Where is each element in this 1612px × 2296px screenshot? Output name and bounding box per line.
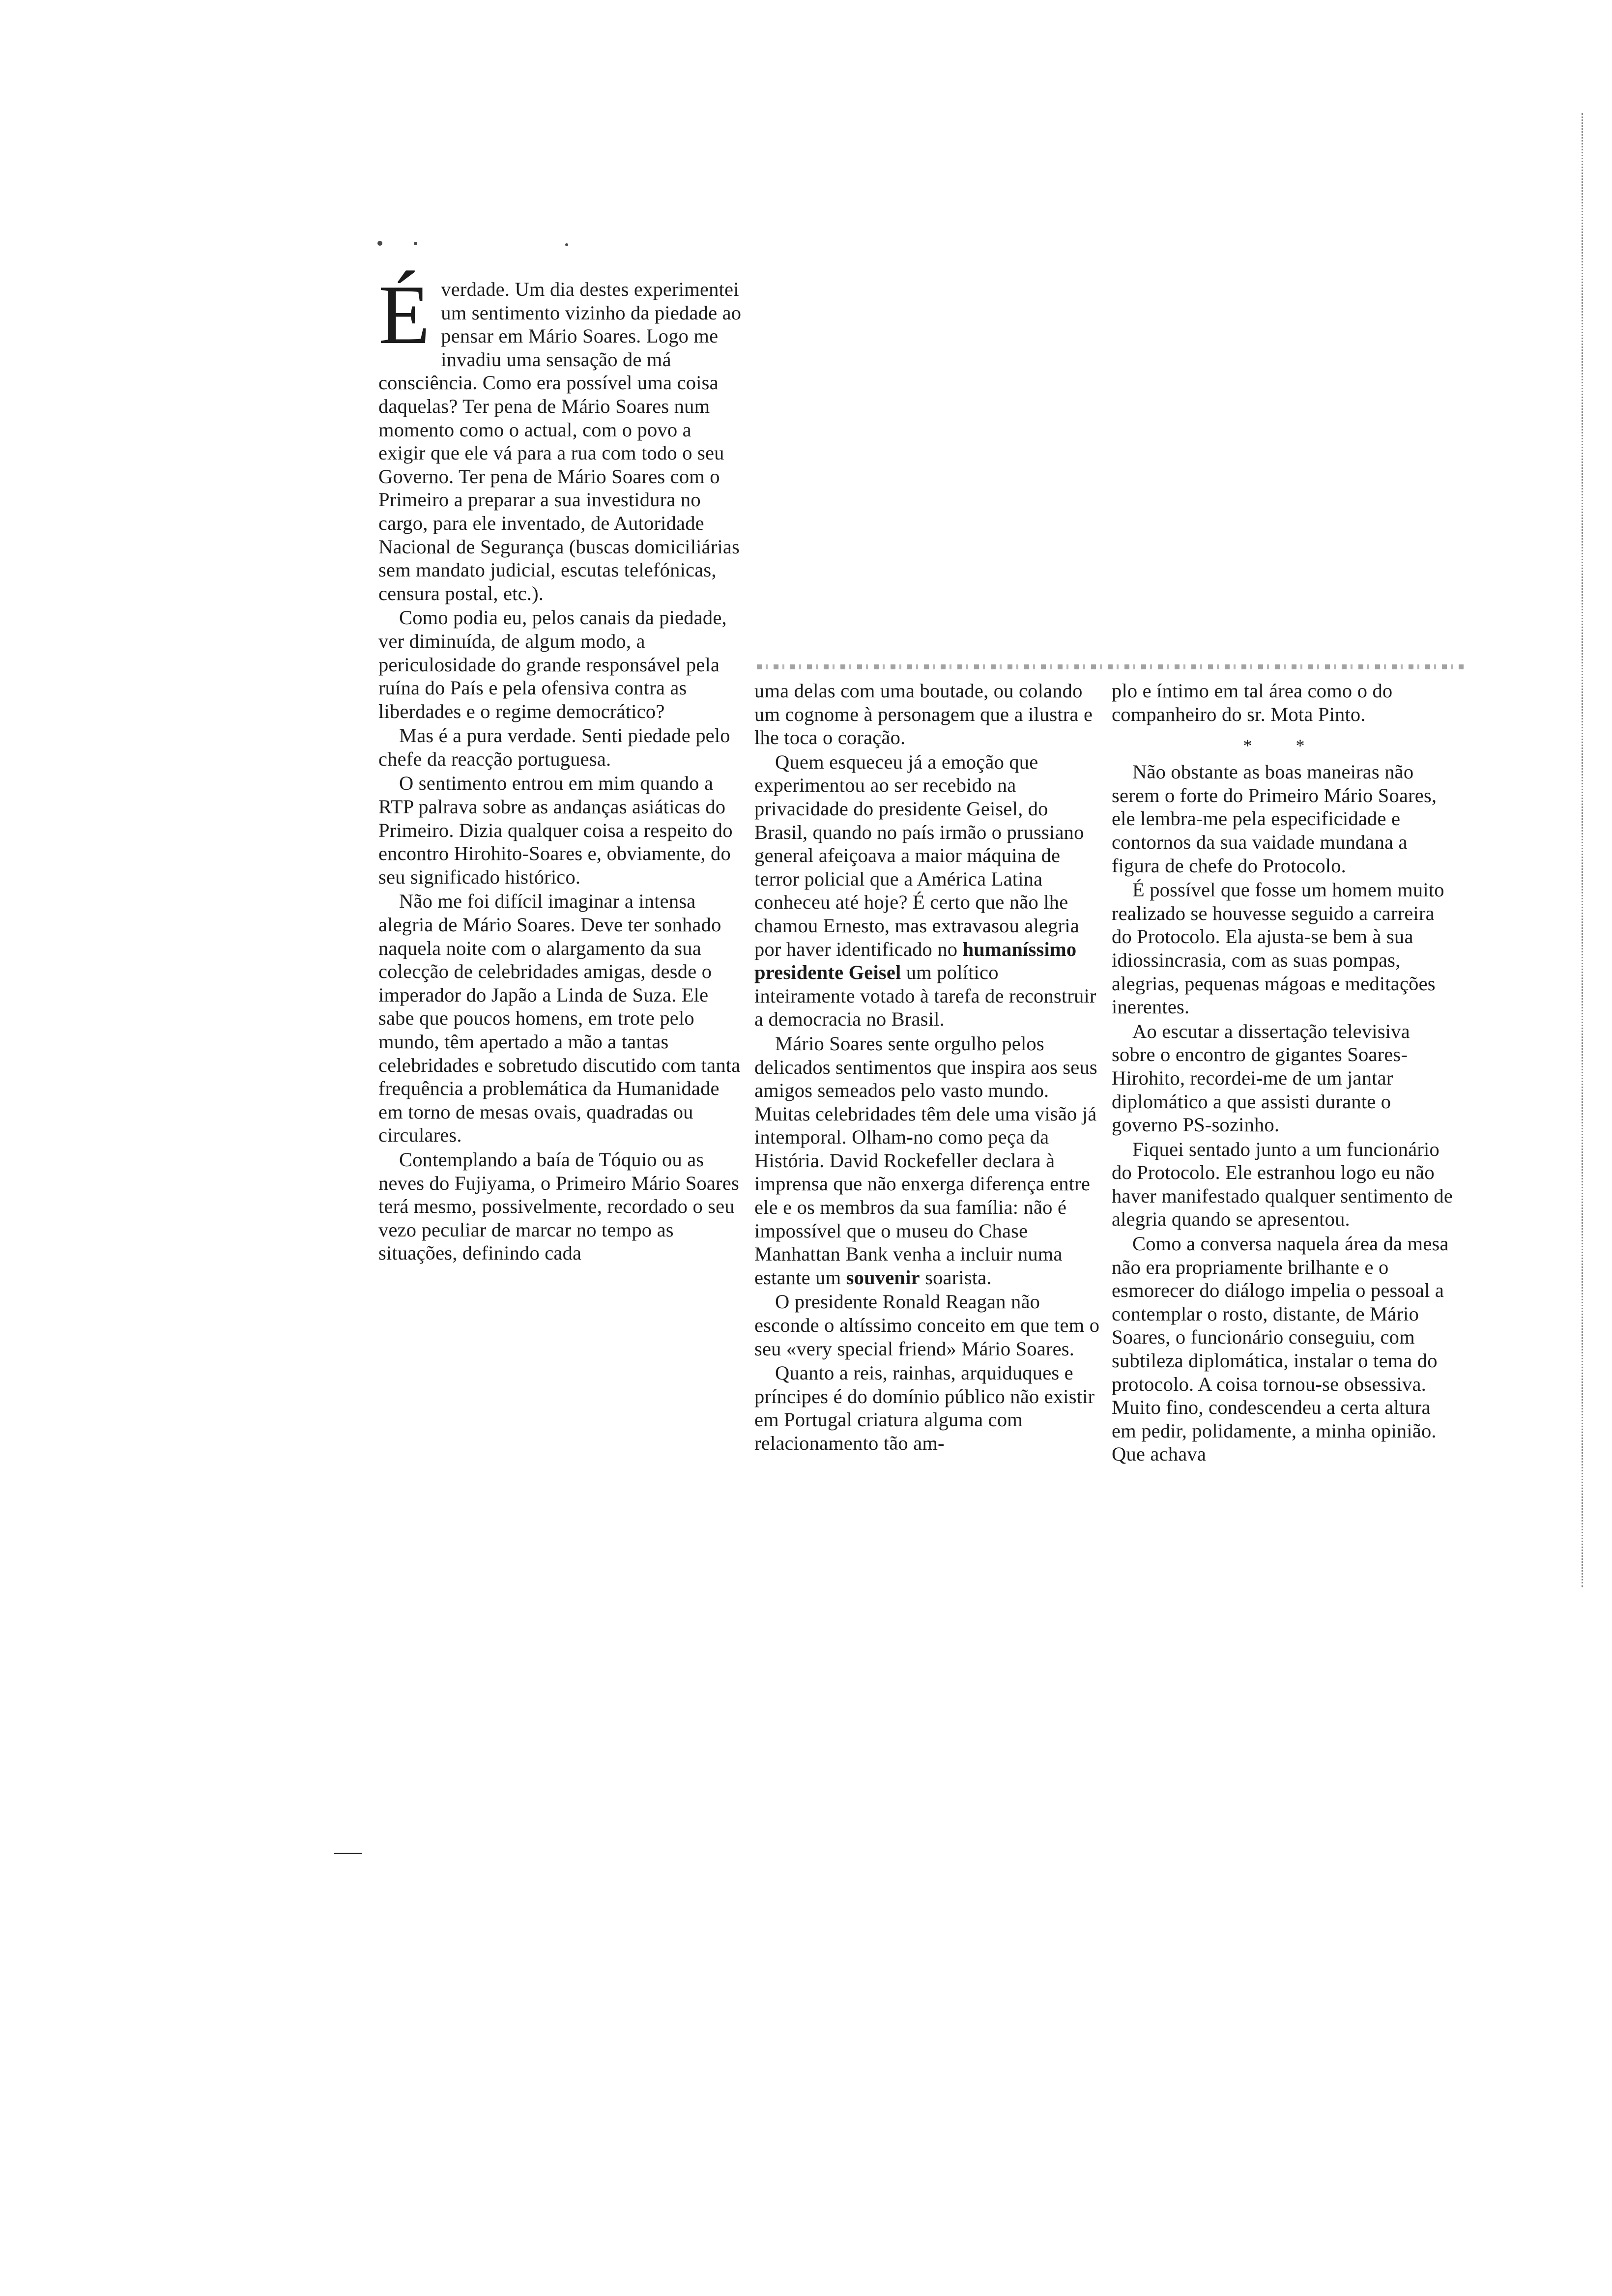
paragraph-text: um político inteiramente votado à tarefa de reconstruir a democracia no Brasil. [754,961,1096,1031]
scan-speck [377,241,382,246]
paragraph: Como podia eu, pelos canais da piedade, ver diminuída, de algum modo, a periculosidade do grande responsável pela ruína do País e pela ofensiva contra as liberdades e o regime democrático? [378,606,727,722]
bold-phrase: humaníssimo presidente Geisel [754,938,1077,984]
scan-edge-mark [1582,113,1583,1587]
article-column-2 [754,679,1101,1455]
paragraph-text: Mário Soares sente orgulho pelos delicados sentimentos que inspira aos seus amigos semeados pelo vasto mundo. Muitas celebridades têm dele uma visão já intemporal. Olham-no como peça da História. David Rockefeller declara à imprensa que não enxerga diferença entre ele e os membros da sua família: não é impossível que o museu do Chase Manhattan Bank venha a incluir numa estante um [754,1032,1097,1289]
scan-dash-mark [334,1853,362,1854]
paragraph: Como a conversa naquela área da mesa não era propriamente brilhante e o esmorecer do diálogo impelia o pessoal a contemplar o rosto, distante, de Mário Soares, o funcionário conseguiu, com subtileza diplomática, instalar o tema do protocolo. A coisa tornou-se obsessiva. Muito fino, condescendeu a certa altura em pedir, polidamente, a minha opinião. Que achava [1112,1233,1449,1465]
scan-speck [565,243,568,246]
paragraph: É possível que fosse um homem muito realizado se houvesse seguido a carreira do Protocolo. Ela ajusta-se bem à sua idiossincrasia, com as suas pompas, alegrias, pequenas mágoas e meditações inerentes. [1112,879,1444,1018]
section-separator: * * [1243,736,1324,756]
paragraph: Contemplando a baía de Tóquio ou as neves do Fujiyama, o Primeiro Mário Soares terá mesmo, possivelmente, recordado o seu vezo peculiar de marcar no tempo as situações, definindo cada [378,1148,739,1264]
paragraph: Não me foi difícil imaginar a intensa alegria de Mário Soares. Deve ter sonhado naquela noite com o alargamento da sua colecção de celebridades amigas, desde o imperador do Japão a Linda de Suza. Ele sabe que poucos homens, em trote pelo mundo, têm apertado a mão a tantas celebridades e sobretudo discutido com tanta frequência a problemática da Humanidade em torno de mesas ovais, quadradas ou circulares. [378,890,741,1147]
bold-word: souvenir [846,1266,920,1289]
scan-noise [757,664,1465,669]
paragraph: Não obstante as boas maneiras não serem o forte do Primeiro Mário Soares, ele lembra-me pela especificidade e contornos da sua vaidade mundana a figura de chefe do Protocolo. [1112,761,1437,877]
paragraph [754,750,1101,1031]
paragraph: Mas é a pura verdade. Senti piedade pelo chefe da reacção portuguesa. [378,724,730,770]
paragraph: Fiquei sentado junto a um funcionário do Protocolo. Ele estranhou logo eu não haver manifestado qualquer sentimento de alegria quando se apresentou. [1112,1138,1453,1231]
paragraph: O sentimento entrou em mim quando a RTP palrava sobre as andanças asiáticas do Primeiro. Dizia qualquer coisa a respeito do encontro Hirohito-Soares e, obviamente, do seu significado histórico. [378,772,733,888]
paragraph-text: soarista. [925,1266,992,1289]
drop-cap: É [378,268,431,362]
paragraph-text: Quem esqueceu já a emoção que experimentou ao ser recebido na privacidade do presidente Geisel, do Brasil, quando no país irmão o prussiano general afeiçoava a maior máquina de terror policial que a América Latina conheceu até hoje? É certo que não lhe chamou Ernesto, mas extravasou alegria por haver identificado no [754,750,1084,960]
paragraph: Ao escutar a dissertação televisiva sobre o encontro de gigantes Soares-Hirohito, recordei-me de um jantar diplomático a que assisti durante o governo PS-sozinho. [1112,1020,1410,1136]
paragraph: Quanto a reis, rainhas, arquiduques e príncipes é do domínio público não existir em Portugal criatura alguma com relacionamento tão am- [754,1362,1095,1454]
paragraph: O presidente Ronald Reagan não esconde o altíssimo conceito em que tem o seu «very special friend» Mário Soares. [754,1291,1100,1360]
paragraph: verdade. Um dia destes experimentei um sentimento vizinho da piedade ao pensar em Mário Soares. Logo me invadiu uma sensação de má consciência. Como era possível uma coisa daquelas? Ter pena de Mário Soares num momento como o actual, com o povo a exigir que ele vá para a rua com todo o seu Governo. Ter pena de Mário Soares com o Primeiro a preparar a sua investidura no cargo, para ele inventado, de Autoridade Nacional de Segurança (buscas domiciliárias sem mandato judicial, escutas telefónicas, censura postal, etc.). [378,278,742,604]
spacer [1112,726,1456,731]
article-column-3 [1112,679,1456,1466]
article-column-1 [378,268,742,1265]
scan-speck [414,242,417,245]
paragraph: uma delas com uma boutade, ou colando um cognome à personagem que a ilustra e lhe toca o coração. [754,680,1093,749]
paragraph [754,1032,1101,1290]
paragraph: plo e íntimo em tal área como o do companheiro do sr. Mota Pinto. [1112,680,1393,725]
